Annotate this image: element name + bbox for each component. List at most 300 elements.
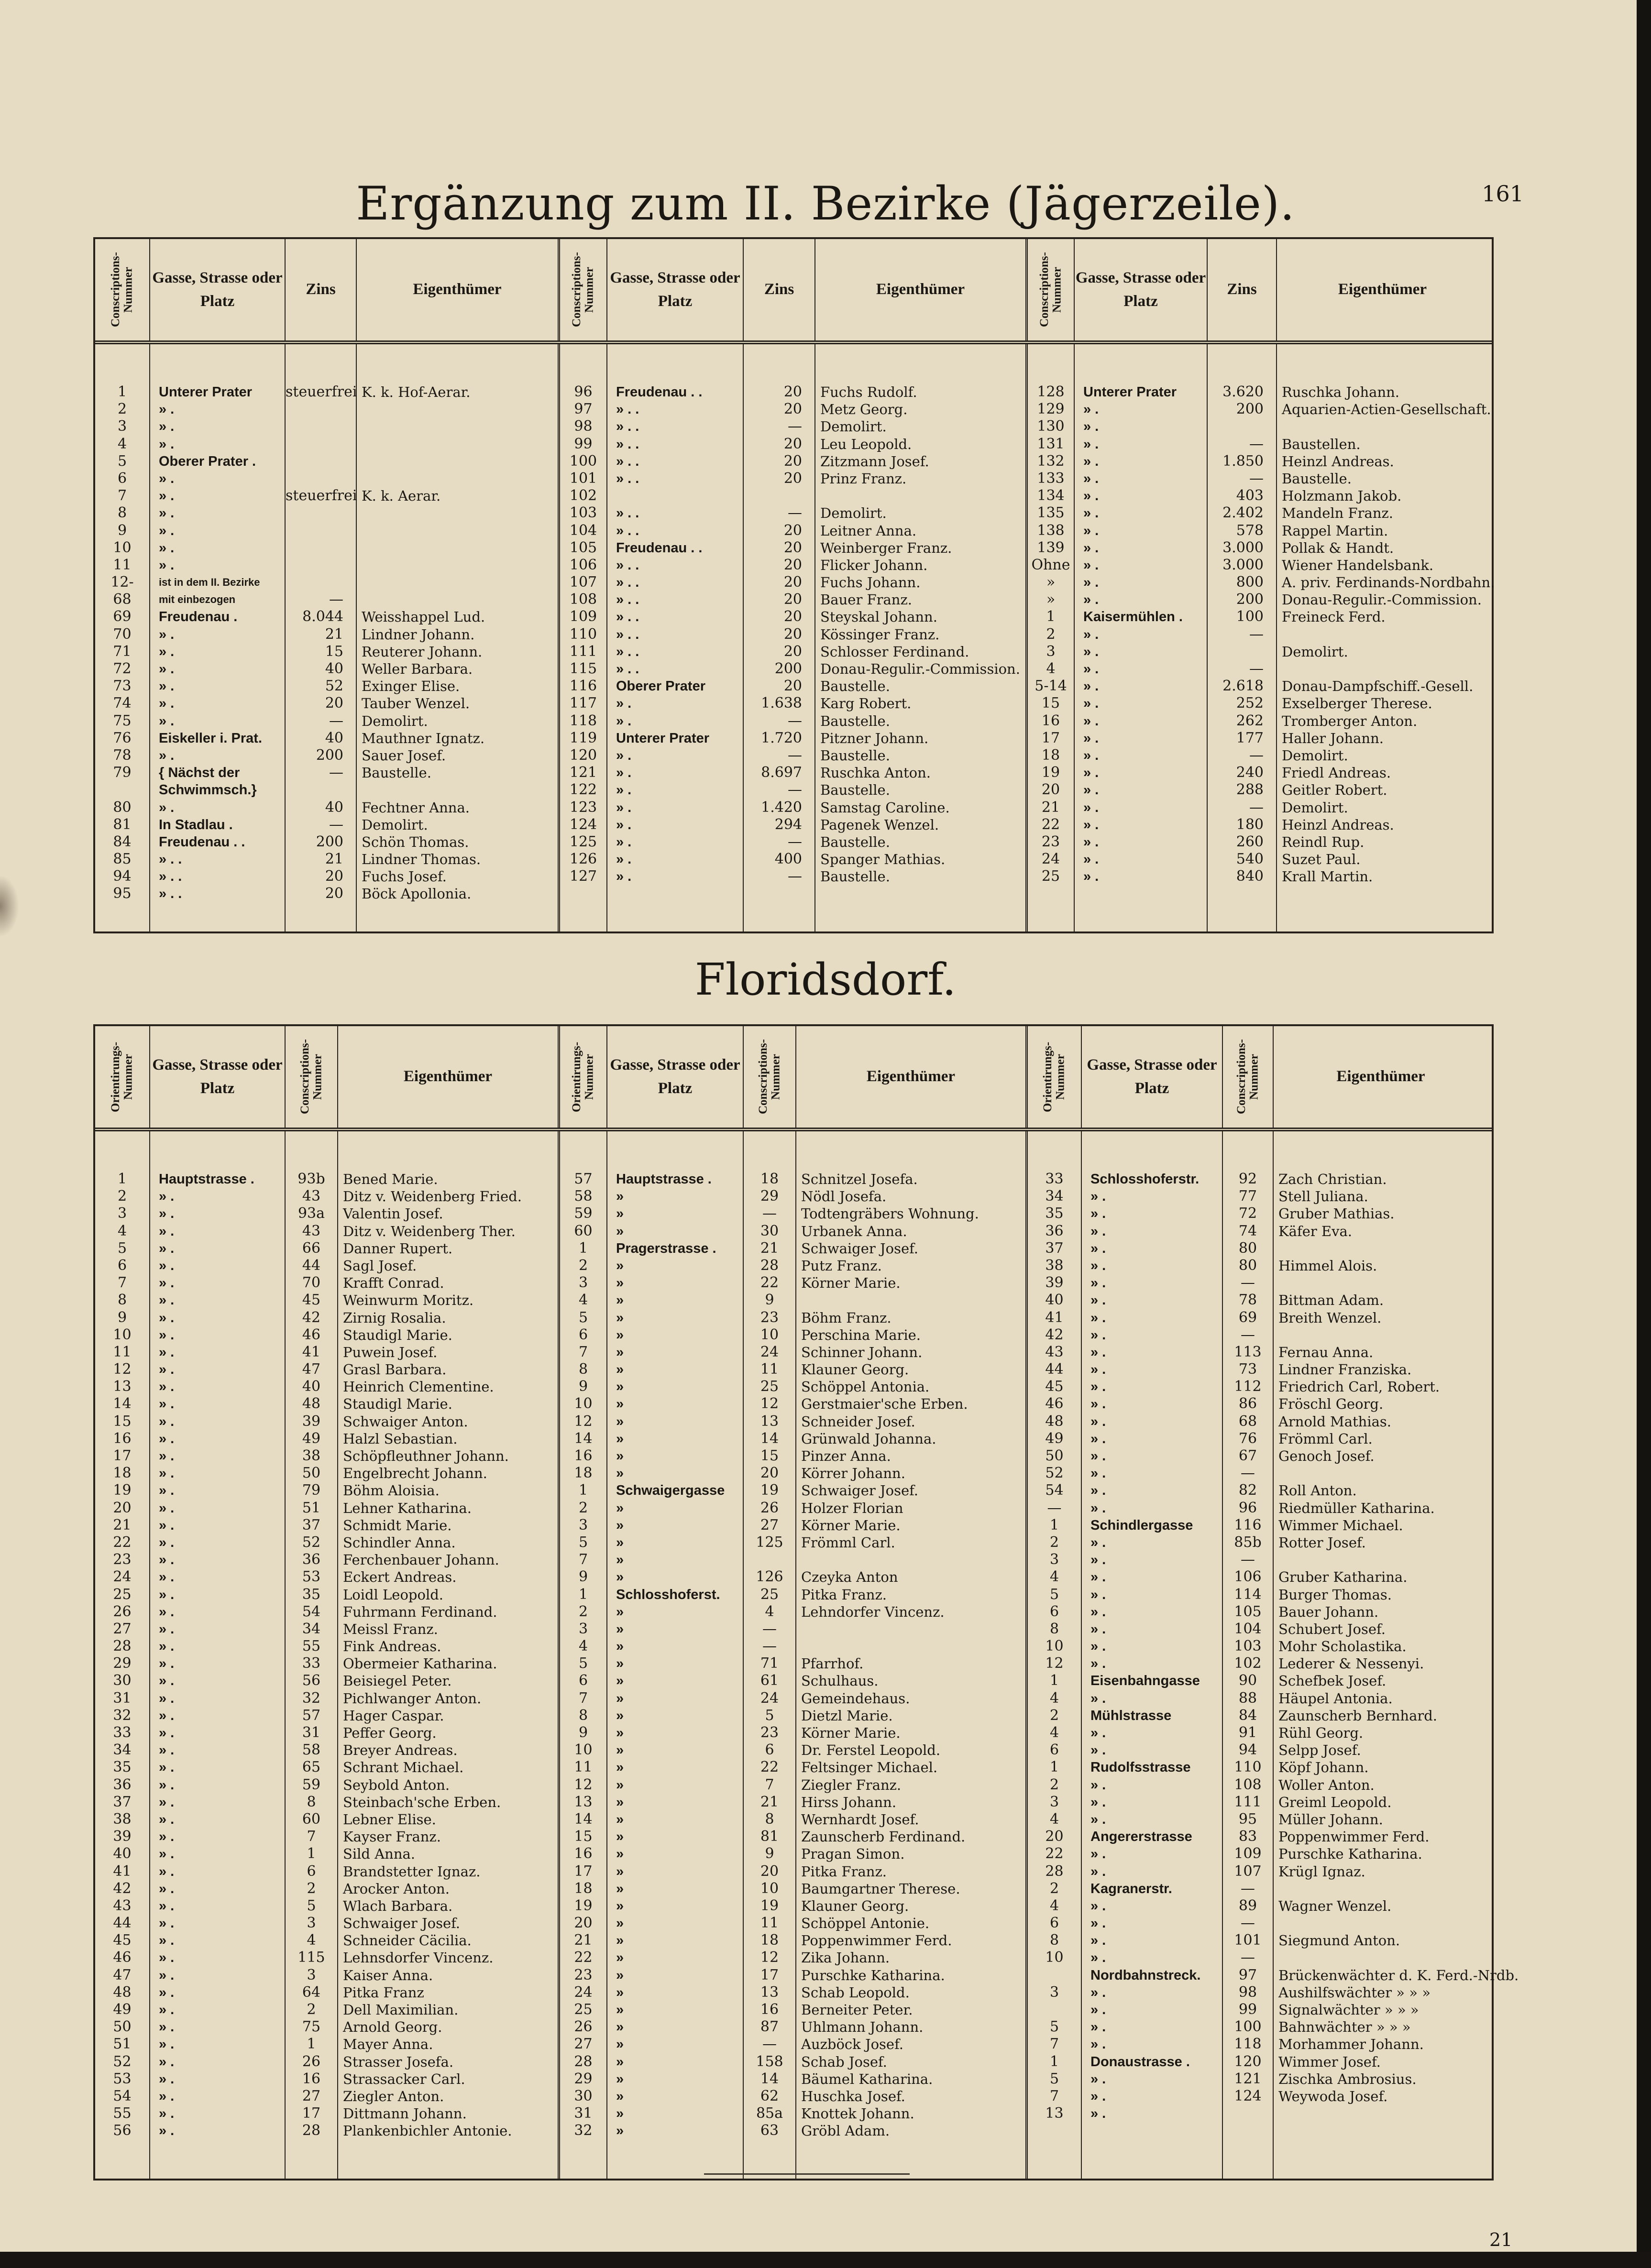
owner-cell: Bahnwächter » » » — [1278, 2019, 1411, 2036]
conscription-number-cell: 118 — [569, 712, 597, 729]
street-cell: Schwimmsch.} — [159, 782, 257, 798]
street-cell — [1082, 2122, 1222, 2139]
owner-cell: Genoch Josef. — [1278, 1448, 1375, 1464]
conscription-number-cell: 42 — [302, 1309, 321, 1326]
orientation-number-cell: 2 — [1049, 1707, 1059, 1724]
conscription-number-cell: 19 — [1041, 764, 1060, 781]
owner-cell: Reindl Rup. — [1282, 833, 1365, 850]
header-street: Gasse, Strasse oder Platz — [607, 1026, 744, 1128]
owner-cell: Rappel Martin. — [1282, 522, 1388, 539]
street-cell: » . — [159, 523, 175, 538]
orientation-number-cell: 10 — [113, 1326, 132, 1343]
owner-cell: Böck Apollonia. — [362, 886, 472, 902]
owner-cell: Mayer Anna. — [343, 2036, 433, 2053]
street-cell: » . — [159, 1293, 175, 1308]
street-cell: » . . — [616, 557, 639, 573]
orientation-number-cell: 58 — [574, 1188, 593, 1205]
rent-cell: — — [1249, 746, 1264, 764]
owner-cell: Schöppel Antonia. — [801, 1379, 930, 1395]
owner-cell: Spanger Mathias. — [820, 851, 946, 868]
orientation-number-cell: 1 — [1049, 2053, 1059, 2070]
street-cell: » — [616, 1794, 624, 1810]
orientation-number-cell: 12 — [113, 1361, 132, 1378]
conscription-number-cell: 120 — [569, 746, 597, 764]
conscription-number-cell: 138 — [1037, 522, 1065, 539]
owner-cell: Klauner Georg. — [801, 1897, 909, 1914]
conscription-number-cell: 18 — [1041, 746, 1060, 764]
orientation-number-cell: 7 — [117, 1274, 127, 1292]
street-cell: » — [616, 2106, 624, 2122]
orientation-number-cell: 49 — [113, 2001, 132, 2018]
rent-cell: 20 — [783, 522, 802, 539]
conscription-number-cell: 104 — [569, 522, 597, 539]
owner-cell: Meissl Franz. — [343, 1621, 438, 1637]
rent-cell — [286, 436, 356, 453]
conscription-number-cell: 81 — [760, 1828, 779, 1845]
conscription-number-cell: 61 — [760, 1672, 779, 1689]
conscription-number-cell: 12- — [110, 574, 134, 591]
street-cell: » . — [616, 852, 632, 867]
rent-cell: 20 — [783, 608, 802, 625]
owner-cell: Nödl Josefa. — [801, 1188, 887, 1205]
street-cell: » . — [159, 1431, 175, 1446]
street-cell: » — [616, 1223, 624, 1239]
street-cell: » . — [1090, 1933, 1106, 1949]
street-cell: » . — [1090, 1656, 1106, 1672]
owner-cell: Greiml Leopold. — [1278, 1794, 1392, 1810]
conscription-number-cell: 17 — [760, 1966, 779, 1983]
conscription-number-cell: 93b — [297, 1171, 325, 1187]
conscription-number-cell: 18 — [760, 1932, 779, 1949]
owner-cell: Plankenbichler Antonie. — [343, 2123, 512, 2139]
orientation-number-cell: 3 — [1049, 1793, 1059, 1810]
street-cell: » . — [159, 1206, 175, 1222]
street-cell: { Nächst der — [159, 765, 240, 781]
owner-cell: K. k. Aerar. — [362, 488, 441, 504]
owner-cell: Käfer Eva. — [1278, 1223, 1352, 1239]
orientation-number-cell: 4 — [1049, 1810, 1059, 1828]
conscription-number-cell: 40 — [302, 1378, 321, 1395]
owner-cell: Ruschka Johann. — [1282, 384, 1400, 400]
rent-cell: 403 — [1236, 487, 1264, 504]
owner-cell: Exselberger Therese. — [1282, 695, 1432, 712]
orientation-number-cell: 6 — [578, 1326, 588, 1343]
conscription-number-cell: 2 — [117, 401, 127, 418]
header-rent: Zins — [744, 239, 815, 340]
conscription-number-cell: 19 — [760, 1482, 779, 1499]
owner-cell: Sagl Josef. — [343, 1257, 417, 1274]
owner-cell: Schmidt Marie. — [343, 1517, 452, 1534]
owner-cell: Breyer Andreas. — [343, 1742, 458, 1759]
owner-cell — [815, 885, 1025, 902]
street-cell: » . — [159, 747, 175, 763]
conscription-number-cell: 118 — [1234, 2036, 1262, 2053]
footer-rule — [704, 2173, 910, 2175]
owner-cell: Friedl Andreas. — [1282, 765, 1391, 781]
conscription-number-cell: 104 — [1234, 1620, 1262, 1637]
conscription-number-cell: 38 — [302, 1447, 321, 1464]
conscription-number-cell: » — [1046, 574, 1056, 591]
street-cell: » . — [159, 2088, 175, 2104]
header-orientation-number: Orientirungs-Nummer — [560, 1026, 607, 1128]
street-column — [1082, 1131, 1223, 2179]
owner-cell: Sauer Josef. — [362, 747, 446, 764]
conscription-number-cell: 129 — [1037, 401, 1065, 418]
orientation-number-cell: 4 — [578, 1638, 588, 1655]
conscription-number-cell: 102 — [1234, 1655, 1262, 1672]
orientation-number-cell: 13 — [113, 1378, 132, 1395]
owner-cell — [1274, 1551, 1488, 1568]
conscription-number-cell: 41 — [302, 1343, 321, 1360]
orientation-number-cell: 8 — [117, 1292, 127, 1309]
street-cell: » . — [1083, 419, 1099, 435]
street-cell: » — [616, 2054, 624, 2070]
table-header — [95, 239, 1492, 344]
conscription-number-cell: 33 — [302, 1655, 321, 1672]
owner-cell: Ziegler Anton. — [343, 2088, 444, 2104]
owner-cell: Arnold Mathias. — [1278, 1413, 1391, 1430]
street-cell: » . — [1083, 557, 1099, 573]
owner-cell: Körner Marie. — [801, 1725, 901, 1741]
conscription-number-cell: 19 — [760, 1897, 779, 1914]
rent-cell: steuerfrei — [286, 383, 357, 400]
street-cell: » — [616, 1916, 624, 1931]
street-cell: » . — [1090, 1794, 1106, 1810]
owner-cell: Valentin Josef. — [343, 1205, 443, 1222]
rent-cell: 21 — [325, 625, 343, 643]
street-cell: » . — [1090, 2071, 1106, 2087]
street-cell: Freudenau . . — [616, 540, 703, 556]
conscription-number-cell: 4 — [765, 1603, 774, 1620]
owner-cell — [1277, 660, 1488, 678]
street-cell: » — [616, 1690, 624, 1706]
rent-cell: 20 — [783, 539, 802, 556]
conscription-number-cell: — — [762, 1620, 777, 1637]
street-cell: » . — [616, 747, 632, 763]
street-cell: » . — [159, 1396, 175, 1412]
orientation-number-cell: 7 — [578, 1343, 588, 1360]
table-header — [95, 1026, 1492, 1131]
orientation-number-cell: 37 — [1045, 1239, 1064, 1257]
conscription-number-cell: 98 — [1238, 1983, 1257, 2001]
rent-cell: 15 — [325, 643, 343, 660]
rent-cell: — — [329, 591, 343, 608]
street-cell: » . — [616, 696, 632, 712]
conscription-number-cell — [1223, 2122, 1273, 2139]
owner-cell: Leu Leopold. — [820, 436, 912, 452]
owner-cell: Ditz v. Weidenberg Fried. — [343, 1188, 522, 1205]
rent-cell: 260 — [1236, 833, 1264, 850]
owner-cell: Loidl Leopold. — [343, 1586, 444, 1603]
street-cell: » . — [159, 1984, 175, 2000]
owner-cell: Pfarrhof. — [801, 1655, 864, 1672]
orientation-number-cell: 3 — [578, 1274, 588, 1292]
orientation-number-cell: 8 — [1049, 1620, 1059, 1637]
street-cell: » . — [159, 661, 175, 677]
street-cell — [1075, 885, 1207, 902]
street-cell: » . — [159, 1275, 175, 1291]
owner-cell: A. priv. Ferdinands-Nordbahn. — [1282, 574, 1495, 591]
owner-cell: Arnold Georg. — [343, 2019, 442, 2036]
rent-cell — [1208, 643, 1276, 660]
rent-cell: 20 — [783, 452, 802, 470]
conscription-number-cell: 26 — [302, 2053, 321, 2070]
street-cell: » . . — [159, 886, 182, 902]
owner-cell: Uhlmann Johann. — [801, 2019, 924, 2036]
conscription-number-cell: 123 — [569, 799, 597, 816]
rent-cell: 200 — [316, 833, 343, 850]
street-column — [150, 344, 286, 931]
owner-cell — [1274, 1240, 1488, 1257]
street-cell: » . — [159, 1760, 175, 1775]
conscription-number-cell: 8 — [117, 504, 127, 522]
owner-cell: Ziegler Franz. — [801, 1776, 902, 1793]
orientation-number-cell: 50 — [113, 2018, 132, 2036]
rent-cell: 294 — [774, 816, 802, 833]
orientation-number-cell: 57 — [574, 1171, 593, 1187]
conscription-number-cell: 94 — [113, 868, 132, 885]
conscription-number-cell: 34 — [302, 1620, 321, 1637]
street-cell: » — [616, 1534, 624, 1550]
conscription-number-cell: 99 — [574, 435, 593, 452]
owner-cell: Fuchs Johann. — [820, 574, 921, 591]
orientation-number-cell: 5 — [117, 1239, 127, 1257]
orientation-number-cell: 33 — [113, 1724, 132, 1741]
street-cell: » — [616, 1621, 624, 1637]
street-cell: » . — [1083, 852, 1099, 867]
owner-cell: Zirnig Rosalia. — [343, 1309, 446, 1326]
owner-cell: Siegmund Anton. — [1278, 1932, 1400, 1949]
street-cell: Schlosshoferst. — [616, 1587, 720, 1602]
street-cell: » . — [1083, 765, 1099, 781]
conscription-number-cell: 103 — [569, 504, 597, 522]
owner-cell: Perschina Marie. — [801, 1326, 921, 1343]
conscription-number-cell: 1 — [1046, 608, 1056, 625]
orientation-number-cell: 5 — [578, 1309, 588, 1326]
street-cell: » . — [1090, 1534, 1106, 1550]
street-cell: » . — [159, 1967, 175, 1983]
orientation-number-cell: 32 — [574, 2122, 593, 2139]
street-cell: » . — [159, 402, 175, 417]
orientation-number-cell: 9 — [117, 1309, 127, 1326]
owner-cell: Fink Andreas. — [343, 1638, 441, 1655]
conscription-number-cell: 55 — [302, 1638, 321, 1655]
conscription-number-cell: 73 — [113, 678, 132, 695]
owner-cell: Köpf Johann. — [1278, 1759, 1369, 1776]
floridsdorf-table — [93, 1024, 1519, 2180]
street-cell: Hauptstrasse . — [159, 1172, 254, 1187]
rent-cell — [744, 487, 814, 504]
orientation-number-cell: 18 — [574, 1880, 593, 1897]
owner-cell: Stell Juliana. — [1278, 1188, 1368, 1205]
conscription-number-cell: 75 — [302, 2018, 321, 2036]
rent-cell — [1208, 885, 1276, 902]
rent-cell: — — [788, 418, 802, 435]
owner-cell: Feltsinger Michael. — [801, 1759, 938, 1776]
owner-cell: Peffer Georg. — [343, 1725, 437, 1741]
rent-cell: 52 — [325, 678, 343, 695]
orientation-number-cell: 2 — [1049, 1776, 1059, 1793]
owner-cell: Zach Christian. — [1278, 1171, 1387, 1187]
conscription-number-cell: 16 — [302, 2070, 321, 2087]
street-cell: » — [616, 1517, 624, 1533]
conscription-number-cell: 78 — [1238, 1292, 1257, 1309]
owner-cell: Pagenek Wenzel. — [820, 816, 939, 833]
conscription-number-cell: 130 — [1037, 418, 1065, 435]
orientation-number-cell: 9 — [578, 1568, 588, 1586]
street-cell: » . — [1090, 2088, 1106, 2104]
street-cell: » . — [159, 1240, 175, 1256]
owner-cell: K. k. Hof-Aerar. — [362, 384, 471, 400]
owner-column — [357, 344, 560, 931]
conscription-number-cell: 6 — [765, 1742, 774, 1759]
street-cell: Mühlstrasse — [1090, 1708, 1172, 1723]
owner-cell: Pitka Franz — [343, 1984, 424, 2001]
orientation-number-cell: 31 — [574, 2105, 593, 2122]
rent-cell: 240 — [1236, 764, 1264, 781]
orientation-number-cell: 41 — [1045, 1309, 1064, 1326]
owner-cell: Rotter Josef. — [1278, 1534, 1366, 1551]
header-owner: Eigenthümer — [815, 239, 1028, 340]
street-cell: » . — [1090, 1431, 1106, 1446]
street-cell: » . — [159, 1690, 175, 1706]
rent-column — [286, 344, 357, 931]
header-street: Gasse, Strasse oder Platz — [150, 1026, 286, 1128]
street-cell: » — [616, 1379, 624, 1395]
street-cell: » . — [159, 2106, 175, 2122]
owner-cell: Heinrich Clementine. — [343, 1379, 494, 1395]
orientation-number-cell: 1 — [578, 1482, 588, 1499]
owner-cell: Breith Wenzel. — [1278, 1309, 1382, 1326]
conscription-number-cell: 7 — [117, 487, 127, 504]
owner-cell: Woller Anton. — [1278, 1776, 1375, 1793]
owner-cell — [815, 487, 1025, 504]
street-cell: » . . — [616, 419, 639, 435]
street-cell: » . — [1083, 679, 1099, 694]
orientation-number-cell: 27 — [113, 1620, 132, 1637]
conscription-number-cell: 60 — [302, 1810, 321, 1828]
street-cell: » . — [159, 2019, 175, 2035]
orientation-number-cell: 8 — [578, 1707, 588, 1724]
conscription-number-cell: 16 — [760, 2001, 779, 2018]
conscription-number-cell: 28 — [302, 2122, 321, 2139]
owner-cell: Weisshappel Lud. — [362, 609, 485, 625]
owner-cell: Baustelle. — [362, 765, 431, 781]
conscription-number-cell: 106 — [1234, 1568, 1262, 1586]
owner-cell: Lehner Katharina. — [343, 1500, 472, 1516]
street-cell: » — [616, 1500, 624, 1516]
paper-stain — [0, 875, 19, 937]
owner-cell: Arocker Anton. — [343, 1880, 450, 1897]
section-title: Floridsdorf. — [694, 954, 957, 1005]
orientation-number-cell: 25 — [113, 1586, 132, 1603]
owner-cell: Zaunscherb Bernhard. — [1278, 1707, 1438, 1724]
owner-cell: Reuterer Johann. — [362, 643, 483, 660]
orientation-number-cell: 23 — [574, 1966, 593, 1983]
conscription-number-cell: 28 — [760, 1257, 779, 1274]
rent-cell: 578 — [1236, 522, 1264, 539]
orientation-number-cell: 20 — [1045, 1828, 1064, 1845]
conscription-number-cell: 12 — [760, 1949, 779, 1966]
conscription-number-cell: 35 — [302, 1586, 321, 1603]
orientation-number-cell: 30 — [574, 2087, 593, 2104]
conscription-number-cell: 101 — [569, 470, 597, 487]
conscription-number-cell: 84 — [1238, 1707, 1257, 1724]
conscription-number-cell: 97 — [1238, 1966, 1257, 1983]
header-owner: Eigenthümer — [1336, 1068, 1425, 1085]
orientation-number-cell: 40 — [1045, 1292, 1064, 1309]
owner-cell: Steinbach'sche Erben. — [343, 1794, 501, 1810]
conscription-number-cell: 100 — [1234, 2018, 1262, 2036]
rent-cell: 252 — [1236, 695, 1264, 712]
conscription-number-cell: 126 — [569, 851, 597, 868]
street-cell: » . — [1090, 1396, 1106, 1412]
orientation-number-cell: 31 — [113, 1689, 132, 1707]
orientation-number-cell: 2 — [578, 1499, 588, 1516]
conscription-number-cell: 1 — [307, 1845, 316, 1863]
owner-cell: Zika Johann. — [801, 1950, 890, 1966]
owner-cell: Schwaiger Josef. — [801, 1240, 919, 1257]
conscription-number-cell: 78 — [113, 746, 132, 764]
street-cell: » . — [1090, 1639, 1106, 1654]
rent-column — [1208, 344, 1277, 931]
orientation-number-cell: 41 — [113, 1863, 132, 1880]
conscription-number-column — [286, 1131, 338, 2179]
orientation-number-cell: 10 — [1045, 1949, 1064, 1966]
owner-cell: Eckert Andreas. — [343, 1569, 457, 1586]
orientation-number-cell: 43 — [1045, 1343, 1064, 1360]
street-cell: » — [616, 2071, 624, 2087]
conscription-number-cell: 93a — [297, 1205, 325, 1222]
rent-cell — [286, 781, 356, 799]
street-cell: » . — [159, 2037, 175, 2052]
conscription-number-cell: — — [1241, 1326, 1255, 1343]
owner-cell: Strassacker Carl. — [343, 2071, 465, 2087]
street-cell: » — [616, 1898, 624, 1914]
street-cell: » — [616, 1189, 624, 1205]
rent-cell: 8.697 — [761, 764, 802, 781]
conscription-number-cell: 15 — [760, 1447, 779, 1464]
conscription-number-cell: 85b — [1234, 1534, 1262, 1551]
street-cell: Donaustrasse . — [1090, 2054, 1190, 2070]
conscription-number-cell: 125 — [756, 1534, 783, 1551]
orientation-number-cell: 28 — [574, 2053, 593, 2070]
street-cell: » . — [159, 644, 175, 659]
owner-cell: Schneider Josef. — [801, 1413, 915, 1430]
street-cell: » . — [159, 505, 175, 521]
owner-cell — [1274, 1274, 1488, 1292]
jaegerzeile-table — [93, 237, 1494, 933]
conscription-number-cell: 71 — [760, 1655, 779, 1672]
rent-cell: steuerfrei — [286, 487, 357, 504]
owner-cell: Urbanek Anna. — [801, 1223, 907, 1239]
conscription-number-cell: 87 — [760, 2018, 779, 2036]
orientation-number-cell: 35 — [1045, 1205, 1064, 1222]
orientation-number-cell: 10 — [574, 1395, 593, 1413]
conscription-number-cell: 25 — [760, 1378, 779, 1395]
orientation-number-cell: 4 — [1049, 1897, 1059, 1914]
conscription-number-cell: 135 — [1037, 504, 1065, 522]
conscription-number-cell: 24 — [1041, 851, 1060, 868]
street-cell: » — [616, 1448, 624, 1464]
conscription-number-cell: 5 — [765, 1707, 774, 1724]
street-cell: » . . — [616, 592, 639, 608]
conscription-number-cell: 96 — [574, 383, 593, 400]
conscription-number-cell: 134 — [1037, 487, 1065, 504]
owner-cell: Baumgartner Therese. — [801, 1880, 960, 1897]
page-number: 161 — [1482, 181, 1524, 207]
conscription-number-cell: 86 — [1238, 1395, 1257, 1413]
